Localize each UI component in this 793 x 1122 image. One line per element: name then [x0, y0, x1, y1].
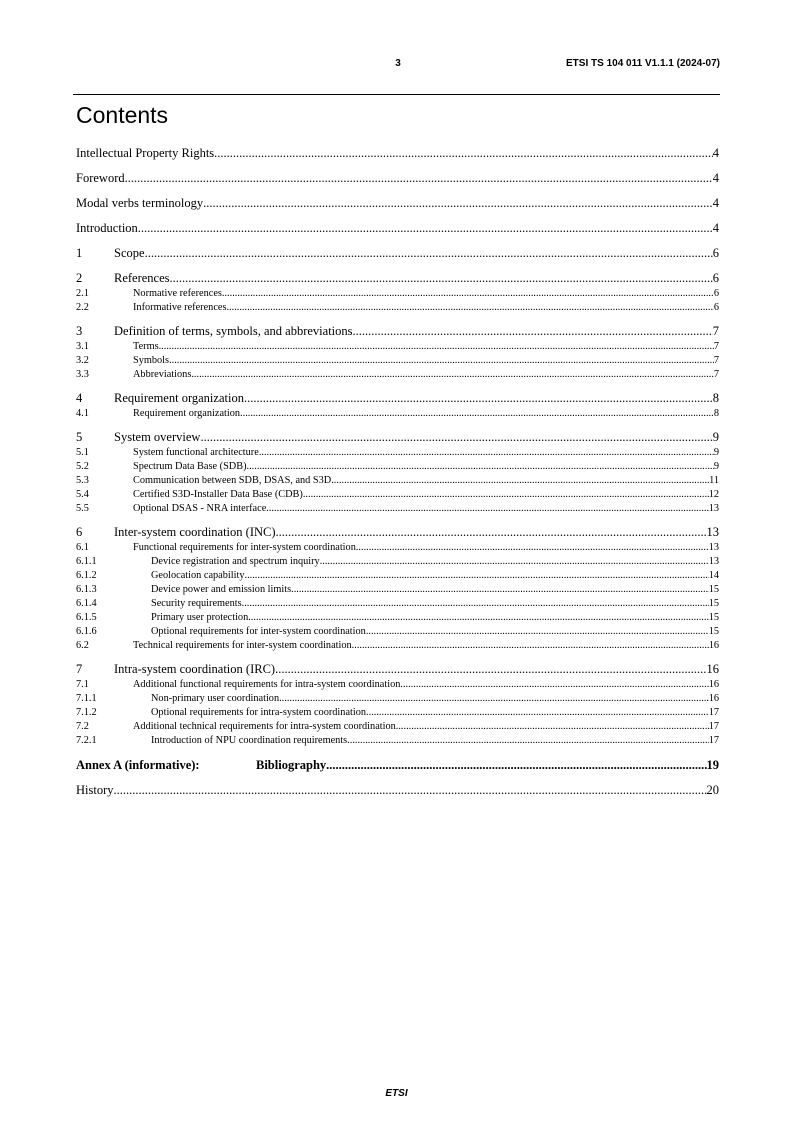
toc-dot-leader	[222, 287, 714, 301]
toc-entry-title: Informative references	[133, 302, 227, 313]
toc-entry[interactable]	[76, 783, 719, 799]
toc-entry[interactable]	[76, 407, 719, 421]
toc-entry-title: Communication between SDB, DSAS, and S3D	[133, 475, 332, 486]
toc-entry-title: Abbreviations	[133, 369, 192, 380]
toc-entry-number: 7.1	[76, 679, 89, 690]
toc-entry[interactable]	[76, 758, 719, 774]
toc-entry-number: 6.1.5	[76, 612, 97, 623]
toc-entry-title: History	[76, 783, 114, 797]
toc-entry[interactable]	[76, 474, 719, 488]
toc-entry-page: 4	[712, 196, 719, 210]
toc-entry-number: 3.3	[76, 369, 89, 380]
toc-dot-leader	[275, 662, 706, 677]
toc-dot-leader	[356, 541, 709, 555]
toc-dot-leader	[400, 678, 708, 692]
toc-entry-number: 2.1	[76, 288, 89, 299]
toc-entry-title: Certified S3D-Installer Data Base (CDB)	[133, 489, 303, 500]
toc-entry-page: 4	[712, 171, 719, 185]
toc-entry-title: Non-primary user coordination	[151, 693, 280, 704]
toc-entry[interactable]	[76, 488, 719, 502]
toc-entry-title: System overview	[114, 430, 201, 444]
toc-entry[interactable]	[76, 597, 719, 611]
toc-dot-leader	[248, 611, 708, 625]
toc-entry-page: 16	[708, 693, 719, 704]
toc-entry-number: 7.1.2	[76, 707, 97, 718]
toc-entry-number: 6.1.6	[76, 626, 97, 637]
toc-dot-leader	[279, 692, 709, 706]
toc-entry-number: 6	[76, 525, 83, 539]
toc-entry[interactable]	[76, 720, 719, 734]
toc-entry[interactable]	[76, 287, 719, 301]
toc-entry[interactable]	[76, 430, 719, 446]
toc-entry[interactable]	[76, 324, 719, 340]
toc-dot-leader	[242, 597, 709, 611]
toc-entry-page: 17	[708, 721, 719, 732]
toc-entry-page: 4	[712, 221, 719, 235]
toc-dot-leader	[320, 555, 709, 569]
toc-entry[interactable]	[76, 368, 719, 382]
toc-dot-leader	[352, 639, 709, 653]
toc-entry-title: Normative references	[133, 288, 222, 299]
toc-entry-title: Foreword	[76, 171, 125, 185]
toc-entry[interactable]	[76, 271, 719, 287]
toc-entry[interactable]	[76, 678, 719, 692]
toc-entry-title: Additional functional requirements for intra-system coordination	[133, 679, 401, 690]
page-footer: ETSI	[385, 1088, 408, 1099]
toc-dot-leader	[240, 407, 714, 421]
toc-entry-page: 9	[713, 461, 719, 472]
toc-entry[interactable]	[76, 541, 719, 555]
toc-entry[interactable]	[76, 692, 719, 706]
toc-entry[interactable]	[76, 706, 719, 720]
toc-entry-title: Introduction of NPU coordination requirements	[151, 735, 348, 746]
document-reference: ETSI TS 104 011 V1.1.1 (2024-07)	[566, 58, 720, 69]
toc-entry-page: 7	[713, 355, 719, 366]
toc-entry-title: Bibliography	[256, 758, 327, 772]
toc-entry-page: 17	[708, 707, 719, 718]
toc-entry-page: 15	[708, 612, 719, 623]
page-title: Contents	[76, 102, 169, 128]
toc-entry-title: Optional requirements for inter-system coordination	[151, 626, 366, 637]
toc-entry[interactable]	[76, 460, 719, 474]
toc-entry-number: 7.1.1	[76, 693, 97, 704]
toc-dot-leader	[326, 758, 706, 773]
toc-entry-number: 2.2	[76, 302, 89, 313]
toc-entry[interactable]	[76, 171, 719, 187]
toc-entry-title: Optional requirements for intra-system coordination	[151, 707, 367, 718]
toc-entry-title: Modal verbs terminology	[76, 196, 204, 210]
toc-entry-title: Spectrum Data Base (SDB)	[133, 461, 247, 472]
toc-dot-leader	[200, 430, 712, 445]
toc-dot-leader	[303, 488, 709, 502]
toc-entry-title: Technical requirements for inter-system coordination	[133, 640, 352, 651]
toc-entry-page: 13	[706, 525, 719, 539]
toc-dot-leader	[396, 720, 709, 734]
toc-entry-page: 6	[712, 271, 719, 285]
toc-entry-number: 7.2.1	[76, 735, 97, 746]
toc-entry-title: Scope	[114, 246, 145, 260]
toc-entry-page: 13	[708, 556, 719, 567]
toc-dot-leader	[170, 271, 713, 286]
toc-entry-number: 5	[76, 430, 83, 444]
toc-entry-number: 3.2	[76, 355, 89, 366]
header-rule	[73, 94, 720, 95]
toc-entry-title: Geolocation capability	[151, 570, 245, 581]
toc-entry-title: Requirement organization	[133, 408, 241, 419]
toc-dot-leader	[125, 171, 713, 186]
toc-entry-page: 11	[709, 475, 719, 486]
toc-entry-title: References	[114, 271, 170, 285]
toc-entry[interactable]	[76, 146, 719, 162]
toc-entry-page: 14	[708, 570, 719, 581]
toc-entry-page: 7	[712, 324, 719, 338]
toc-entry[interactable]	[76, 502, 719, 516]
toc-dot-leader	[331, 474, 709, 488]
toc-entry[interactable]	[76, 354, 719, 368]
toc-entry-title: Inter-system coordination (INC)	[114, 525, 276, 539]
toc-entry[interactable]	[76, 611, 719, 625]
toc-dot-leader	[214, 146, 713, 161]
toc-entry-title: System functional architecture	[133, 447, 259, 458]
toc-entry-page: 7	[713, 369, 719, 380]
toc-entry[interactable]	[76, 391, 719, 407]
toc-dot-leader	[291, 583, 709, 597]
toc-dot-leader	[226, 301, 713, 315]
toc-dot-leader	[347, 734, 709, 748]
toc-entry-number: 2	[76, 271, 83, 285]
toc-entry-page: 6	[712, 246, 719, 260]
toc-entry-page: 12	[708, 489, 719, 500]
toc-entry-number: 6.1	[76, 542, 89, 553]
toc-entry-number: 7.2	[76, 721, 89, 732]
toc-entry-title: Intellectual Property Rights	[76, 146, 215, 160]
toc-entry[interactable]	[76, 246, 719, 262]
toc-entry-number: 5.4	[76, 489, 89, 500]
toc-dot-leader	[169, 354, 714, 368]
toc-entry-number: Annex A (informative):	[76, 758, 200, 772]
table-of-contents	[76, 146, 719, 799]
toc-dot-leader	[276, 525, 707, 540]
toc-entry-page: 20	[706, 783, 719, 797]
toc-entry-title: Security requirements	[151, 598, 242, 609]
toc-entry-page: 16	[708, 640, 719, 651]
toc-entry-number: 5.3	[76, 475, 89, 486]
toc-dot-leader	[266, 502, 708, 516]
toc-dot-leader	[244, 391, 713, 406]
toc-dot-leader	[191, 368, 714, 382]
toc-entry-page: 9	[713, 447, 719, 458]
toc-entry-number: 3.1	[76, 341, 89, 352]
toc-entry-page: 15	[708, 598, 719, 609]
toc-dot-leader	[159, 340, 714, 354]
toc-entry-number: 3	[76, 324, 83, 338]
toc-entry-title: Optional DSAS - NRA interface	[133, 503, 267, 514]
toc-dot-leader	[114, 783, 707, 798]
toc-entry[interactable]	[76, 525, 719, 541]
toc-entry-number: 6.2	[76, 640, 89, 651]
toc-entry[interactable]	[76, 301, 719, 315]
toc-entry-page: 9	[712, 430, 719, 444]
toc-entry-number: 5.2	[76, 461, 89, 472]
toc-entry-number: 1	[76, 246, 83, 260]
toc-dot-leader	[203, 196, 713, 211]
toc-entry-page: 16	[708, 679, 719, 690]
toc-dot-leader	[353, 324, 713, 339]
toc-entry-title: Introduction	[76, 221, 138, 235]
toc-entry-number: 6.1.1	[76, 556, 97, 567]
toc-entry-page: 7	[713, 341, 719, 352]
toc-entry-title: Device registration and spectrum inquiry	[151, 556, 320, 567]
toc-entry-page: 6	[713, 288, 719, 299]
toc-entry-page: 17	[708, 735, 719, 746]
toc-entry-page: 19	[706, 758, 719, 772]
toc-entry-number: 7	[76, 662, 83, 676]
toc-entry-title: Symbols	[133, 355, 170, 366]
toc-entry-page: 15	[708, 584, 719, 595]
toc-entry-title: Intra-system coordination (IRC)	[114, 662, 276, 676]
toc-entry-number: 5.1	[76, 447, 89, 458]
toc-dot-leader	[245, 569, 709, 583]
toc-dot-leader	[366, 706, 709, 720]
toc-entry-title: Device power and emission limits	[151, 584, 292, 595]
toc-entry-page: 16	[706, 662, 719, 676]
toc-dot-leader	[145, 246, 713, 261]
toc-entry-page: 8	[712, 391, 719, 405]
toc-entry[interactable]	[76, 196, 719, 212]
page-number: 3	[395, 58, 401, 69]
toc-entry-number: 4.1	[76, 408, 89, 419]
toc-entry-page: 8	[713, 408, 719, 419]
toc-entry[interactable]	[76, 446, 719, 460]
toc-entry-title: Requirement organization	[114, 391, 244, 405]
toc-entry-title: Primary user protection	[151, 612, 249, 623]
toc-entry[interactable]	[76, 734, 719, 748]
toc-entry-page: 4	[712, 146, 719, 160]
toc-entry[interactable]	[76, 569, 719, 583]
toc-entry[interactable]	[76, 221, 719, 237]
toc-entry-page: 13	[708, 503, 719, 514]
toc-entry-number: 6.1.2	[76, 570, 97, 581]
toc-entry-page: 15	[708, 626, 719, 637]
toc-entry-title: Terms	[133, 341, 159, 352]
toc-entry[interactable]	[76, 555, 719, 569]
toc-dot-leader	[366, 625, 709, 639]
toc-entry-page: 6	[713, 302, 719, 313]
toc-dot-leader	[138, 221, 713, 236]
toc-entry-number: 6.1.4	[76, 598, 97, 609]
toc-entry-title: Additional technical requirements for intra-system coordination	[133, 721, 396, 732]
toc-entry[interactable]	[76, 662, 719, 678]
toc-entry-number: 6.1.3	[76, 584, 97, 595]
toc-entry[interactable]	[76, 639, 719, 653]
toc-entry-number: 4	[76, 391, 83, 405]
toc-entry-page: 13	[708, 542, 719, 553]
toc-entry[interactable]	[76, 625, 719, 639]
toc-dot-leader	[247, 460, 714, 474]
toc-entry[interactable]	[76, 340, 719, 354]
toc-entry-title: Definition of terms, symbols, and abbreviations	[114, 324, 353, 338]
toc-dot-leader	[259, 446, 714, 460]
toc-entry[interactable]	[76, 583, 719, 597]
toc-entry-number: 5.5	[76, 503, 89, 514]
page-header	[76, 58, 720, 72]
toc-entry-title: Functional requirements for inter-system coordination	[133, 542, 356, 553]
